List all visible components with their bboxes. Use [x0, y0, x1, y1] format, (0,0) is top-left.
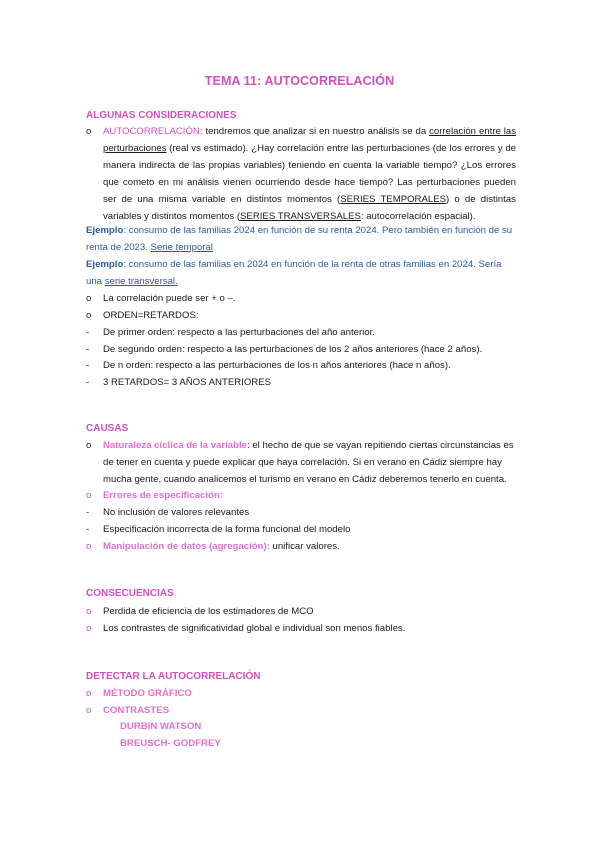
- list-item: [86, 603, 516, 620]
- bullet-marker: o: [86, 440, 92, 451]
- text-fragment: ) o de distintas variables y distintos momentos (: [103, 194, 516, 222]
- ejemplo-label: Ejemplo: [86, 225, 124, 236]
- page-title: TEMA 11: AUTOCORRELACIÓN: [204, 74, 395, 88]
- list-item-text: 3 RETARDOS= 3 AÑOS ANTERIORES: [103, 377, 272, 388]
- text-fragment: : el hecho de que se vayan repitiendo ciertas circunstancias es de tener en cuenta y puede explicar que haya correlación. Si en verano en Cádiz siempre hay mucha gente, cuando analicemos el turismo en verano en Cádiz deberemos tenerlo en cuenta.: [103, 440, 514, 485]
- underlined-term: SERIES TEMPORALES: [340, 194, 447, 205]
- contraste-durbin-watson: DURBIN WATSON: [120, 721, 202, 732]
- list-item-text: La correlación puede ser + o –.: [103, 293, 236, 304]
- metodo-grafico: MÉTODO GRÁFICO: [103, 688, 192, 699]
- text-fragment: (real vs estimado). ¿Hay correlación entre las perturbaciones (de los errores y de manera indirecta de las propias variables) teniendo en cuenta la variable tiempo? ¿Los errores que cometo en mi análisis vienen ocurriendo desde hace tiempo? Las perturbaciones pueden ser de una misma variable en distintos momentos (: [103, 143, 516, 205]
- list-item: [86, 290, 516, 307]
- bullet-errores: [86, 487, 516, 504]
- text-fragment: : autocorrelación espacial).: [360, 211, 476, 222]
- list-item-text: Perdida de eficiencia de los estimadores de MCO: [103, 606, 314, 617]
- ejemplo-1: [86, 222, 516, 256]
- list-item-text: No inclusión de valores relevantes: [103, 507, 250, 518]
- bullet-marker: o: [86, 310, 92, 321]
- list-item: [86, 504, 516, 521]
- dash-marker: -: [86, 327, 90, 338]
- bullet-marker: o: [86, 541, 92, 552]
- ejemplo-2: [86, 256, 516, 290]
- bullet-autocorrelacion-text: [103, 123, 516, 225]
- bullet-marker: o: [86, 126, 92, 137]
- list-item: [86, 341, 516, 358]
- contrastes: CONTRASTES: [103, 705, 170, 716]
- list-item-text: Especificación incorrecta de la forma funcional del modelo: [103, 524, 351, 535]
- list-item: [86, 521, 516, 538]
- underlined-term: correlación entre las perturbaciones: [103, 126, 516, 154]
- list-item: [86, 324, 516, 341]
- bullet-manipulacion-text: [103, 538, 516, 555]
- label-autocorrelacion: AUTOCORRELACIÓN:: [103, 126, 203, 137]
- bullet-manipulacion: [86, 538, 516, 555]
- section-heading-consideraciones: ALGUNAS CONSIDERACIONES: [86, 110, 237, 121]
- list-item: [86, 307, 516, 324]
- list-item-text: ORDEN=RETARDOS:: [103, 310, 199, 321]
- bullet-marker: o: [86, 705, 92, 716]
- dash-marker: -: [86, 377, 90, 388]
- bullet-naturaleza: [86, 437, 516, 488]
- list-item: [86, 702, 516, 719]
- ejemplo-text: : consumo de las familias 2024 en función de su renta 2024. Pero también en función de su renta de 2023.: [86, 225, 513, 253]
- dash-marker: -: [86, 524, 90, 535]
- label-naturaleza: Naturaleza cíclica de la variable: [103, 440, 247, 451]
- bullet-marker: o: [86, 688, 92, 699]
- bullet-marker: o: [86, 606, 92, 617]
- list-item-text: Los contrastes de significatividad global e individual son menos fiables.: [103, 623, 406, 634]
- dash-marker: -: [86, 344, 90, 355]
- list-item-text: De segundo orden: respecto a las perturbaciones de los 2 años anteriores (hace 2 años).: [103, 344, 483, 355]
- list-item: [86, 685, 516, 702]
- bullet-marker: o: [86, 490, 92, 501]
- bullet-marker: o: [86, 623, 92, 634]
- ejemplo-text: : consumo de las familias en 2024 en función de la renta de otras familias en 2024. Sería una: [86, 259, 502, 287]
- label-manipulacion: Manipulación de datos (agregación):: [103, 541, 270, 552]
- section-heading-consecuencias: CONSECUENCIAS: [86, 588, 174, 599]
- serie-transversal-link: serie transversal.: [104, 276, 178, 287]
- bullet-naturaleza-text: [103, 437, 516, 488]
- section-heading-detectar: DETECTAR LA AUTOCORRELACIÓN: [86, 671, 261, 682]
- bullet-autocorrelacion: [86, 123, 516, 225]
- serie-temporal-link: Serie temporal: [150, 242, 213, 253]
- list-item: [86, 620, 516, 637]
- text-fragment: tendremos que analizar si en nuestro análisis se da: [202, 126, 430, 137]
- section-heading-causas: CAUSAS: [86, 423, 129, 434]
- text-fragment: unificar valores.: [269, 541, 340, 552]
- contraste-breusch-godfrey: BREUSCH- GODFREY: [120, 738, 221, 749]
- bullet-marker: o: [86, 293, 92, 304]
- dash-marker: -: [86, 507, 90, 518]
- list-item-text: De primer orden: respecto a las perturbaciones del año anterior.: [103, 327, 375, 338]
- dash-marker: -: [86, 360, 90, 371]
- ejemplo-label: Ejemplo: [86, 259, 124, 270]
- list-item: [86, 357, 516, 374]
- label-errores: Errores de especificación:: [103, 490, 223, 501]
- underlined-term: SERIES TRANSVERSALES: [240, 211, 361, 222]
- list-item: [86, 374, 516, 391]
- list-item-text: De n orden: respecto a las perturbaciones de los n años anteriores (hace n años).: [103, 360, 451, 371]
